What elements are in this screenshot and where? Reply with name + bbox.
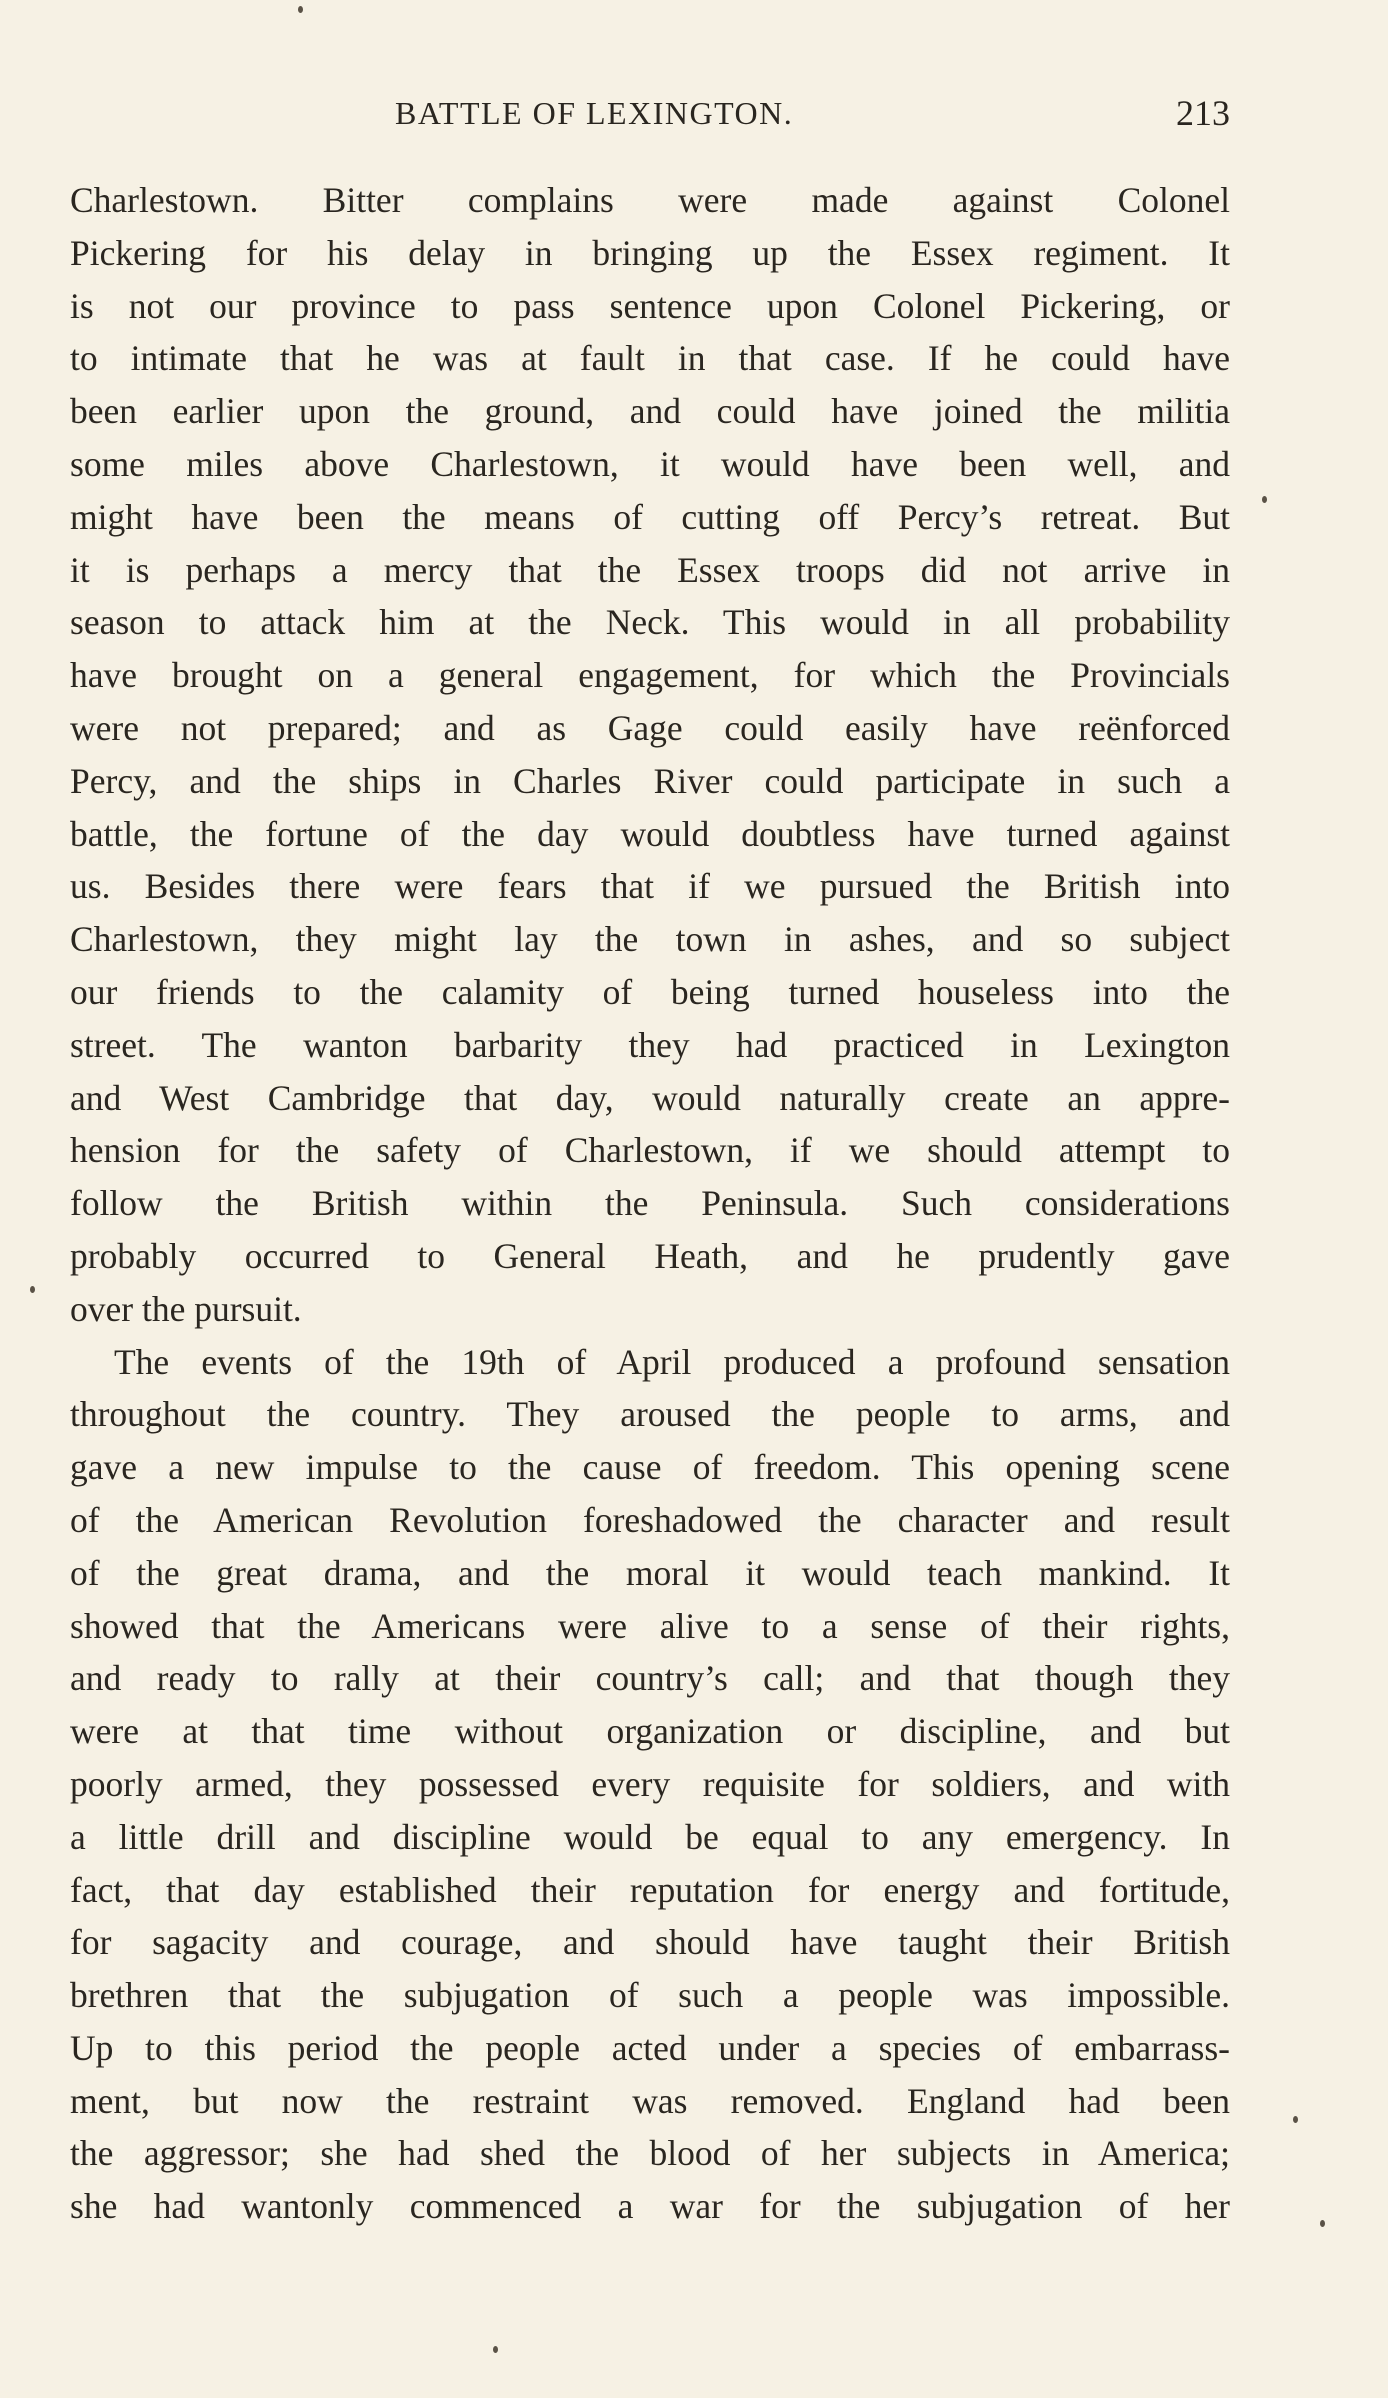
page-header bbox=[70, 88, 1230, 138]
print-speck bbox=[493, 2346, 498, 2353]
paragraph bbox=[70, 1336, 1230, 2234]
text-line: the aggressor; she had shed the blood of her subjects in America; bbox=[70, 2133, 1230, 2174]
print-speck bbox=[1320, 2220, 1325, 2227]
text-line: for sagacity and courage, and should have taught their British bbox=[70, 1922, 1230, 1963]
text-line: gave a new impulse to the cause of freedom. This opening scene bbox=[70, 1447, 1230, 1488]
text-line: Charlestown. Bitter complains were made against Colonel bbox=[70, 180, 1230, 220]
text-line: follow the British within the Peninsula. Such considerations bbox=[70, 1183, 1230, 1224]
text-line: hension for the safety of Charlestown, if we should attempt to bbox=[70, 1130, 1230, 1171]
text-line: have brought on a general engagement, for which the Provincials bbox=[70, 655, 1230, 696]
text-line: were at that time without organization or discipline, and but bbox=[70, 1711, 1230, 1752]
text-line: is not our province to pass sentence upon Colonel Pickering, or bbox=[70, 285, 1230, 326]
text-line: it is perhaps a mercy that the Essex troops did not arrive in bbox=[70, 549, 1230, 590]
page-number: 213 bbox=[1176, 93, 1230, 133]
text-line: over the pursuit. bbox=[70, 1288, 302, 1329]
text-line: been earlier upon the ground, and could have joined the militia bbox=[70, 391, 1230, 432]
print-speck bbox=[1262, 496, 1267, 503]
text-line: The events of the 19th of April produced a profound sensation bbox=[114, 1341, 1230, 1382]
text-line: us. Besides there were fears that if we pursued the British into bbox=[70, 866, 1230, 907]
text-line: our friends to the calamity of being turned houseless into the bbox=[70, 971, 1230, 1012]
text-line: Up to this period the people acted under a species of embarrass- bbox=[70, 2027, 1230, 2068]
text-line: Percy, and the ships in Charles River could participate in such a bbox=[70, 760, 1230, 801]
body-text bbox=[70, 174, 1230, 2233]
text-line: ment, but now the restraint was removed. England had been bbox=[70, 2080, 1230, 2121]
text-line: throughout the country. They aroused the people to arms, and bbox=[70, 1394, 1230, 1435]
text-line: probably occurred to General Heath, and he prudently gave bbox=[70, 1235, 1230, 1276]
text-line: and ready to rally at their country’s call; and that though they bbox=[70, 1658, 1230, 1699]
print-speck bbox=[298, 6, 303, 13]
text-line: showed that the Americans were alive to a sense of their rights, bbox=[70, 1605, 1230, 1646]
text-line: of the great drama, and the moral it would teach mankind. It bbox=[70, 1552, 1230, 1593]
text-line: and West Cambridge that day, would naturally create an appre- bbox=[70, 1077, 1230, 1118]
text-line: she had wantonly commenced a war for the subjugation of her bbox=[70, 2186, 1230, 2227]
print-speck bbox=[30, 1286, 35, 1293]
text-line: a little drill and discipline would be equal to any emergency. In bbox=[70, 1816, 1230, 1857]
text-line: season to attack him at the Neck. This would in all probability bbox=[70, 602, 1230, 643]
text-line: some miles above Charlestown, it would have been well, and bbox=[70, 443, 1230, 484]
text-line: were not prepared; and as Gage could easily have reënforced bbox=[70, 707, 1230, 748]
text-line: fact, that day established their reputation for energy and fortitude, bbox=[70, 1869, 1230, 1910]
text-line: street. The wanton barbarity they had practiced in Lexington bbox=[70, 1024, 1230, 1065]
text-line: battle, the fortune of the day would doubtless have turned against bbox=[70, 813, 1230, 854]
text-line: poorly armed, they possessed every requisite for soldiers, and with bbox=[70, 1763, 1230, 1804]
text-line: Pickering for his delay in bringing up the Essex regiment. It bbox=[70, 232, 1230, 273]
paragraph bbox=[70, 174, 1230, 1336]
text-line: of the American Revolution foreshadowed the character and result bbox=[70, 1499, 1230, 1540]
text-line: might have been the means of cutting off Percy’s retreat. But bbox=[70, 496, 1230, 537]
text-line: to intimate that he was at fault in that case. If he could have bbox=[70, 338, 1230, 379]
running-head: BATTLE OF LEXINGTON. bbox=[395, 95, 794, 131]
text-line: Charlestown, they might lay the town in ashes, and so subject bbox=[70, 919, 1230, 960]
print-speck bbox=[1293, 2116, 1298, 2123]
text-line: brethren that the subjugation of such a people was impossible. bbox=[70, 1975, 1230, 2016]
